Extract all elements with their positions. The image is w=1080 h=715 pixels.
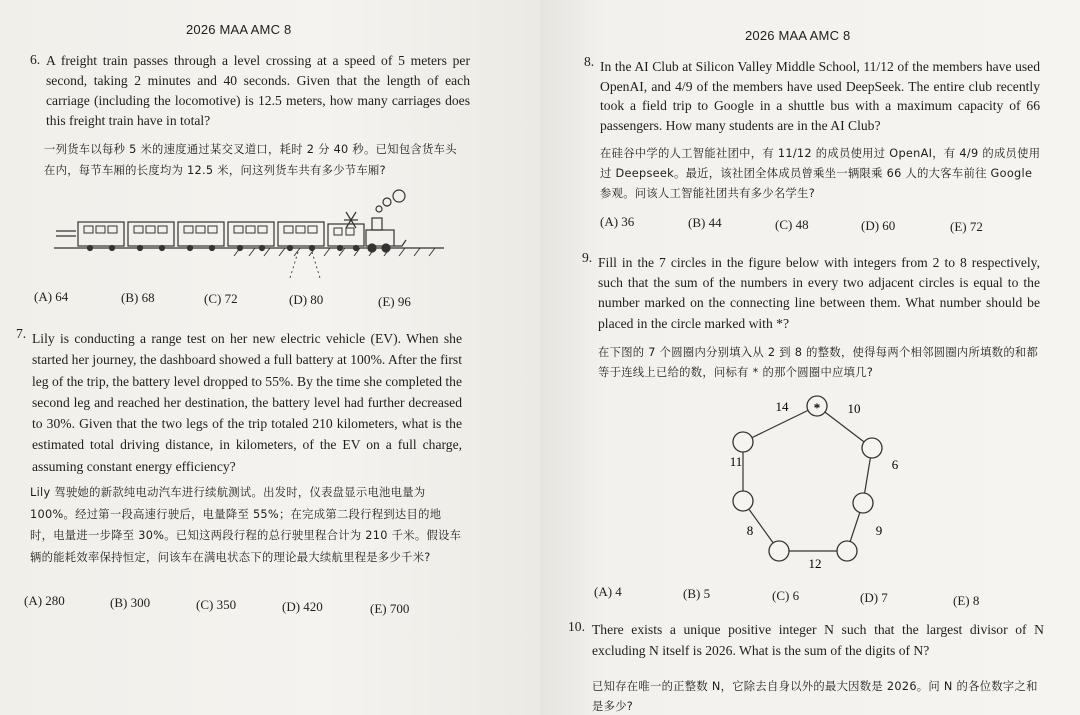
train-carriages (78, 222, 364, 246)
train-illustration (50, 184, 450, 280)
problem-10-chinese: 已知存在唯一的正整数 N，它除去自身以外的最大因数是 2026。问 N 的各位数字之和是多少? (592, 680, 1038, 713)
choice-e[interactable]: (E) 8 (953, 593, 980, 608)
choice-a[interactable]: (A) 64 (34, 289, 69, 304)
choice-e[interactable]: (E) 72 (950, 219, 983, 234)
choice-d[interactable]: (D) 7 (860, 590, 888, 605)
choice-d[interactable]: (D) 60 (861, 218, 896, 233)
problem-10-number: 10. (568, 619, 585, 634)
figure-circle (837, 541, 857, 561)
figure-circle (769, 541, 789, 561)
edge-label: 11 (729, 454, 743, 469)
locomotive (344, 212, 406, 246)
choice-a[interactable]: (A) 280 (24, 593, 65, 608)
choice-c[interactable]: (C) 350 (196, 597, 237, 612)
edge-label: 9 (875, 523, 883, 538)
problem-9-number: 9. (582, 250, 593, 265)
problem-7-text: Lily is conducting a range test on her new electric vehicle (EV). When she started her journey, the dashboard showed a full battery at 100%. After the first leg of the trip, the battery level dropped to 55%. By the time she completed the second leg and reached her destination, the battery level had further decreased to 30%. Given that the two legs of the trip totaled 210 kilometers, what is the estimated total driving distance, in kilometers, of the EV on a full charge, assuming constant energy efficiency? (32, 331, 462, 474)
choice-e[interactable]: (E) 700 (370, 601, 410, 616)
choice-b[interactable]: (B) 5 (683, 586, 711, 601)
choice-c[interactable]: (C) 72 (204, 291, 238, 306)
choice-b[interactable]: (B) 68 (121, 290, 155, 305)
problem-6-number: 6. (30, 52, 41, 67)
problem-7-number: 7. (16, 326, 27, 341)
choice-a[interactable]: (A) 36 (600, 214, 635, 229)
choice-b[interactable]: (B) 300 (110, 595, 151, 610)
figure-circle (862, 438, 882, 458)
choice-c[interactable]: (C) 48 (775, 217, 809, 232)
page-header: 2026 MAA AMC 8 (186, 22, 292, 37)
star-mark: * (813, 400, 821, 415)
circle-figure (720, 390, 920, 580)
choice-a[interactable]: (A) 4 (594, 584, 622, 599)
choice-d[interactable]: (D) 80 (289, 292, 324, 307)
problem-9-chinese: 在下图的 7 个圆圈内分别填入从 2 到 8 的整数，使得每两个相邻圆圈内所填数的和都等于连线上已给的数，问标有 * 的那个圆圈中应填几? (598, 346, 1039, 379)
figure-circle (733, 491, 753, 511)
problem-10-text: There exists a unique positive integer N such that the largest divisor of N excluding N itself is 2026. What is the sum of the digits of N? (592, 622, 1044, 658)
problem-8-text: In the AI Club at Silicon Valley Middle School, 11/12 of the members have used OpenAI, and 4/9 of the members have used DeepSeek. The entire club recently took a field trip to Google in a shuttle bus with a maximum capacity of 66 passengers. How many students are in the AI Club? (600, 59, 1040, 133)
problem-6-chinese: 一列货车以每秒 5 米的速度通过某交叉道口，耗时 2 分 40 秒。已知包含货车头在内，每节车厢的长度均为 12.5 米，问这列货车共有多少节车厢? (44, 143, 457, 177)
choice-c[interactable]: (C) 6 (772, 588, 800, 603)
smoke (376, 190, 405, 212)
problem-7-chinese: Lily 驾驶她的新款纯电动汽车进行续航测试。出发时，仪表盘显示电池电量为 100%。经过第一段高速行驶后，电量降至 55%；在完成第二段行程到达目的地时，电量进一步降至 30%。已知这两段行程的总行驶里程合计为 210 千米。假设车辆的能耗效率保持恒定，问该车在满电状态下的理论最大续航里程是多少千米? (30, 486, 462, 564)
problem-9-text: Fill in the 7 circles in the figure below with integers from 2 to 8 respectively, such that the sum of the numbers in every two adjacent circles is equal to the number marked on the connecting line between them. What number should be placed in the circle marked with *? (598, 255, 1040, 331)
problem-8-chinese: 在硅谷中学的人工智能社团中，有 11/12 的成员使用过 OpenAI，有 4/9 的成员使用过 Deepseek。最近，该社团全体成员曾乘坐一辆限乘 66 人的大客车前往 Google 参观。问该人工智能社团共有多少名学生? (600, 147, 1041, 200)
edge-label: 12 (808, 556, 822, 571)
choice-b[interactable]: (B) 44 (688, 215, 722, 230)
choice-d[interactable]: (D) 420 (282, 599, 323, 614)
choice-e[interactable]: (E) 96 (378, 294, 411, 309)
edge-label: 8 (746, 523, 754, 538)
edge-label: 14 (775, 399, 789, 414)
edge-label: 10 (847, 401, 861, 416)
figure-circle (853, 493, 873, 513)
figure-circle (733, 432, 753, 452)
problem-8-number: 8. (584, 54, 595, 69)
problem-6-text: A freight train passes through a level crossing at a speed of 5 meters per second, taking 2 minutes and 40 seconds. Given that the length of each carriage (including the locomotive) is 12.5 meters, how many carriages does this freight train have in total? (46, 53, 470, 128)
edge-label: 6 (891, 457, 899, 472)
right-page (540, 0, 1080, 715)
page-header: 2026 MAA AMC 8 (745, 28, 851, 43)
